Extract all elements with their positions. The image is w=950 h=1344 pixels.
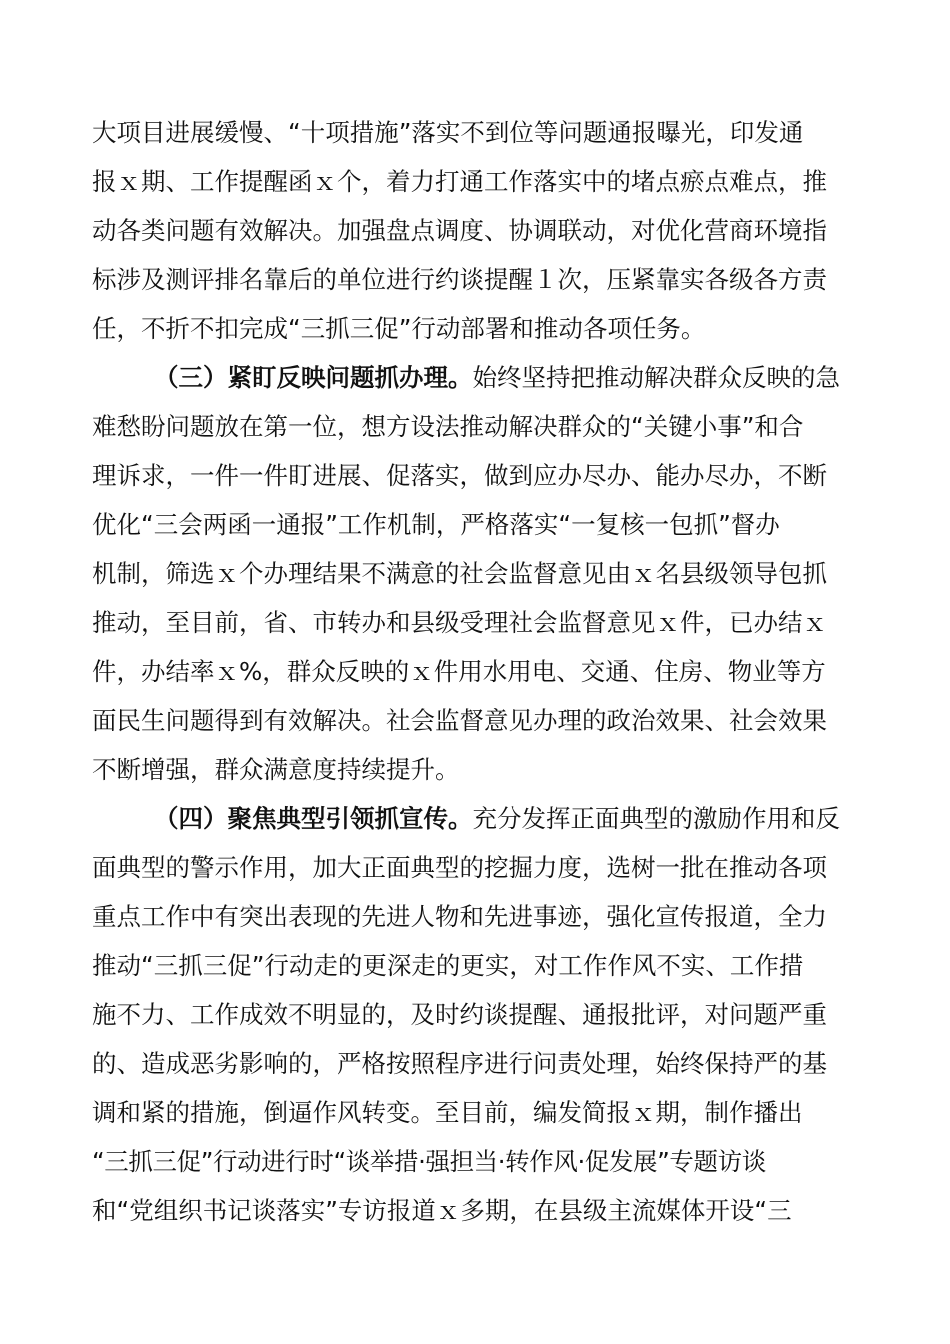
paragraph-section-3	[92, 353, 860, 794]
text-line: 大项目进展缓慢、“十项措施”落实不到位等问题通报曝光，印发通	[92, 118, 804, 147]
text-line: 机制，筛选ｘ个办理结果不满意的社会监督意见由ｘ名县级领导包抓	[92, 559, 827, 588]
paragraph-section-4	[92, 794, 860, 1235]
section-heading: （四）聚焦典型引领抓宣传。	[154, 804, 473, 833]
text-line: 调和紧的措施，倒逼作风转变。至目前，编发简报ｘ期，制作播出	[92, 1098, 803, 1127]
text-line: 难愁盼问题放在第一位，想方设法推动解决群众的“关键小事”和合	[92, 412, 804, 441]
text-line: 推动，至目前，省、市转办和县级受理社会监督意见ｘ件，已办结ｘ	[92, 608, 827, 637]
text-line: 推动“三抓三促”行动走的更深走的更实，对工作作风不实、工作措	[92, 951, 804, 980]
text-line: 任，不折不扣完成“三抓三促”行动部署和推动各项任务。	[92, 314, 706, 343]
document-body	[92, 108, 860, 1235]
text-line: 不断增强，群众满意度持续提升。	[92, 755, 460, 784]
text-line: 面典型的警示作用，加大正面典型的挖掘力度，选树一批在推动各项	[92, 853, 827, 882]
text-run: 始终坚持把推动解决群众反映的急	[472, 363, 840, 392]
text-line: 面民生问题得到有效解决。社会监督意见办理的政治效果、社会效果	[92, 706, 827, 735]
text-line: 重点工作中有突出表现的先进人物和先进事迹，强化宣传报道，全力	[92, 902, 827, 931]
text-line: 报ｘ期、工作提醒函ｘ个，着力打通工作落实中的堵点瘀点难点，推	[92, 167, 827, 196]
text-line: 施不力、工作成效不明显的，及时约谈提醒、通报批评，对问题严重	[92, 1000, 827, 1029]
text-run: 充分发挥正面典型的激励作用和反	[472, 804, 840, 833]
text-line: “三抓三促”行动进行时“谈举措·强担当·转作风·促发展”专题访谈	[92, 1147, 766, 1176]
text-line: 优化“三会两函一通报”工作机制，严格落实“一复核一包抓”督办	[92, 510, 780, 539]
paragraph-continued	[92, 108, 860, 353]
paragraph-first-line	[92, 353, 860, 402]
text-line: 动各类问题有效解决。加强盘点调度、协调联动，对优化营商环境指	[92, 216, 827, 245]
text-line: 件，办结率ｘ%，群众反映的ｘ件用水用电、交通、住房、物业等方	[92, 657, 826, 686]
text-line: 标涉及测评排名靠后的单位进行约谈提醒１次，压紧靠实各级各方责	[92, 265, 827, 294]
text-line: 理诉求，一件一件盯进展、促落实，做到应办尽办、能办尽办，不断	[92, 461, 827, 490]
section-heading: （三）紧盯反映问题抓办理。	[154, 363, 473, 392]
text-line: 和“党组织书记谈落实”专访报道ｘ多期，在县级主流媒体开设“三	[92, 1196, 792, 1225]
paragraph-first-line	[92, 794, 860, 843]
text-line: 的、造成恶劣影响的，严格按照程序进行问责处理，始终保持严的基	[92, 1049, 827, 1078]
